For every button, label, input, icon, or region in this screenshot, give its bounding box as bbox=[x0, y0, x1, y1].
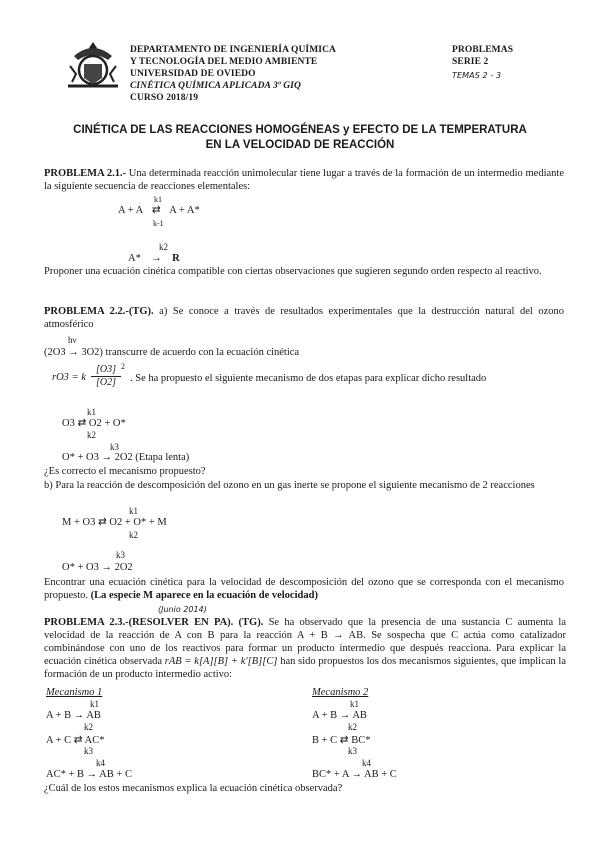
series-label: SERIE 2 bbox=[452, 57, 489, 67]
p22-m3-k2: k2 bbox=[129, 530, 138, 540]
p22-fraction-denominator: [O2] bbox=[95, 377, 116, 388]
course-name: CINÉTICA QUÍMICA APLICADA 3º GIQ bbox=[130, 81, 301, 91]
p22-mechanism-step-2: O* + O3 → 2O2 (Etapa lenta) bbox=[62, 452, 190, 463]
university-seal-logo bbox=[64, 38, 122, 92]
mech2-step-1: A + B → AB bbox=[312, 710, 367, 721]
p21-r1-right: A + A* bbox=[169, 205, 200, 216]
p21-k2: k2 bbox=[159, 242, 168, 252]
problem-2-3-text-1: Se ha observado que la presencia de una sustancia C aumenta la velocidad de la reacción de A con B para la reacción A + B → AB. Se sospecha que C actúa como catalizador combinándose con uno de los reactivos para formar un producto intermedio que después reacciona. Para explicar la ecuación cinética observada bbox=[44, 617, 566, 667]
mechanism-1-title: Mecanismo 1 bbox=[46, 687, 103, 698]
university-name: UNIVERSIDAD DE OVIEDO bbox=[130, 69, 256, 79]
title-line-1: CINÉTICA DE LAS REACCIONES HOMOGÉNEAS y EFECTO DE LA TEMPERATURA bbox=[73, 124, 527, 136]
p22-exponent: 2 bbox=[121, 362, 125, 371]
p22-m1-k2: k2 bbox=[87, 430, 96, 440]
p22-m2-k3: k3 bbox=[110, 442, 119, 452]
p21-arrow: → bbox=[151, 253, 162, 264]
p22-part-b-question bbox=[44, 576, 564, 602]
mech1-k3: k3 bbox=[84, 746, 93, 756]
mech2-k1: k1 bbox=[350, 699, 359, 709]
p22-rate-fraction bbox=[91, 364, 121, 388]
p21-question: Proponer una ecuación cinética compatible con ciertas observaciones que sugieren segundo orden respecto al reactivo. bbox=[44, 266, 542, 277]
p21-r1-left: A + A bbox=[118, 205, 143, 216]
mech2-k4: k4 bbox=[362, 758, 371, 768]
mech1-k1: k1 bbox=[90, 699, 99, 709]
header-right bbox=[452, 44, 513, 82]
mech1-step-1: A + B → AB bbox=[46, 710, 101, 721]
mech2-step-3: BC* + A → AB + C bbox=[312, 769, 397, 780]
p22-rate-text: . Se ha propuesto el siguiente mecanismo de dos etapas para explicar dicho resultado bbox=[130, 373, 487, 384]
problem-2-2-text: a) Se conoce a través de resultados experimentales que la destrucción natural del ozono atmosférico bbox=[44, 306, 564, 330]
mech2-step-2: B + C ⇄ BC* bbox=[312, 735, 371, 746]
mech1-step-3: AC* + B → AB + C bbox=[46, 769, 132, 780]
topics-handwritten: TEMAS 2 - 3 bbox=[452, 71, 502, 80]
p21-reaction-1 bbox=[118, 204, 200, 216]
mech2-k2: k2 bbox=[348, 722, 357, 732]
p22-mechanism-step-1: O3 ⇄ O2 + O* bbox=[62, 418, 126, 429]
p22-part-b: b) Para la reacción de descomposición del ozono en un gas inerte se propone el siguiente mecanismo de 2 reacciones bbox=[44, 480, 535, 491]
problem-2-2-intro bbox=[44, 305, 564, 331]
p22-m3-k1: k1 bbox=[129, 506, 138, 516]
p22-m1-k1: k1 bbox=[87, 407, 96, 417]
problem-2-3-label: PROBLEMA 2.3.-(RESOLVER EN PA). (TG). bbox=[44, 617, 264, 628]
p21-k1: k1 bbox=[154, 195, 162, 204]
problem-2-3-text-2: han sido propuestos los dos mecanismos siguientes, que implican la formación de un producto intermedio activo: bbox=[44, 656, 566, 680]
header-block bbox=[130, 44, 336, 104]
p22-fraction-numerator: [O3] bbox=[91, 364, 121, 377]
problem-2-1-text: Una determinada reacción unimolecular tiene lugar a través de la formación de un intermedio mediante la siguiente secuencia de reacciones elementales: bbox=[44, 168, 564, 192]
mechanism-2-title: Mecanismo 2 bbox=[312, 687, 369, 698]
p22-mechanism-b-step-1: M + O3 ⇄ O2 + O* + M bbox=[62, 517, 167, 528]
department-name-2: Y TECNOLOGÍA DEL MEDIO AMBIENTE bbox=[130, 57, 318, 67]
p21-reaction-2 bbox=[128, 253, 180, 264]
problem-2-2-label: PROBLEMA 2.2.-(TG). bbox=[44, 306, 154, 317]
p22-hv: hν bbox=[68, 335, 77, 345]
p22-global-reaction: (2O3 → 3O2) transcurre de acuerdo con la ecuación cinética bbox=[44, 347, 300, 358]
p21-equilibrium-arrow: ⇄ bbox=[151, 205, 161, 216]
p23-handwritten-note: (Junio 2014) bbox=[158, 605, 207, 614]
problem-2-1-label: PROBLEMA 2.1.- bbox=[44, 168, 127, 179]
problem-2-3-intro bbox=[44, 616, 566, 681]
p21-k-minus-1: k-1 bbox=[153, 219, 164, 228]
p22-mechanism-b-step-2: O* + O3 → 2O2 bbox=[62, 562, 133, 573]
p23-final-question: ¿Cuál de los estos mecanismos explica la ecuación cinética observada? bbox=[44, 783, 343, 794]
academic-year: CURSO 2018/19 bbox=[130, 93, 199, 103]
problem-2-1-intro bbox=[44, 167, 564, 193]
p22-question-a: ¿Es correcto el mecanismo propuesto? bbox=[44, 466, 206, 477]
mech1-step-2: A + C ⇄ AC* bbox=[46, 735, 105, 746]
department-name: DEPARTAMENTO DE INGENIERÍA QUÍMICA bbox=[130, 45, 337, 55]
problems-label: PROBLEMAS bbox=[452, 45, 514, 55]
p22-ask-bold: (La especie M aparece en la ecuación de velocidad) bbox=[90, 590, 318, 601]
p22-m4-k3: k3 bbox=[116, 550, 125, 560]
p22-rate-lhs: rO3 = k bbox=[52, 372, 86, 383]
mech1-k4: k4 bbox=[96, 758, 105, 768]
mech1-k2: k2 bbox=[84, 722, 93, 732]
p23-rate-equation: rAB = k[A][B] + k′[B][C] bbox=[164, 656, 278, 667]
title-line-2: EN LA VELOCIDAD DE REACCIÓN bbox=[205, 139, 395, 151]
p22-ask-text: Encontrar una ecuación cinética para la velocidad de descomposición del ozono que se corresponda con el mecanismo propuesto. bbox=[44, 577, 564, 601]
p21-r2-right: R bbox=[172, 253, 180, 264]
mech2-k3: k3 bbox=[348, 746, 357, 756]
page-title bbox=[0, 123, 600, 153]
p21-r2-left: A* bbox=[128, 253, 141, 264]
